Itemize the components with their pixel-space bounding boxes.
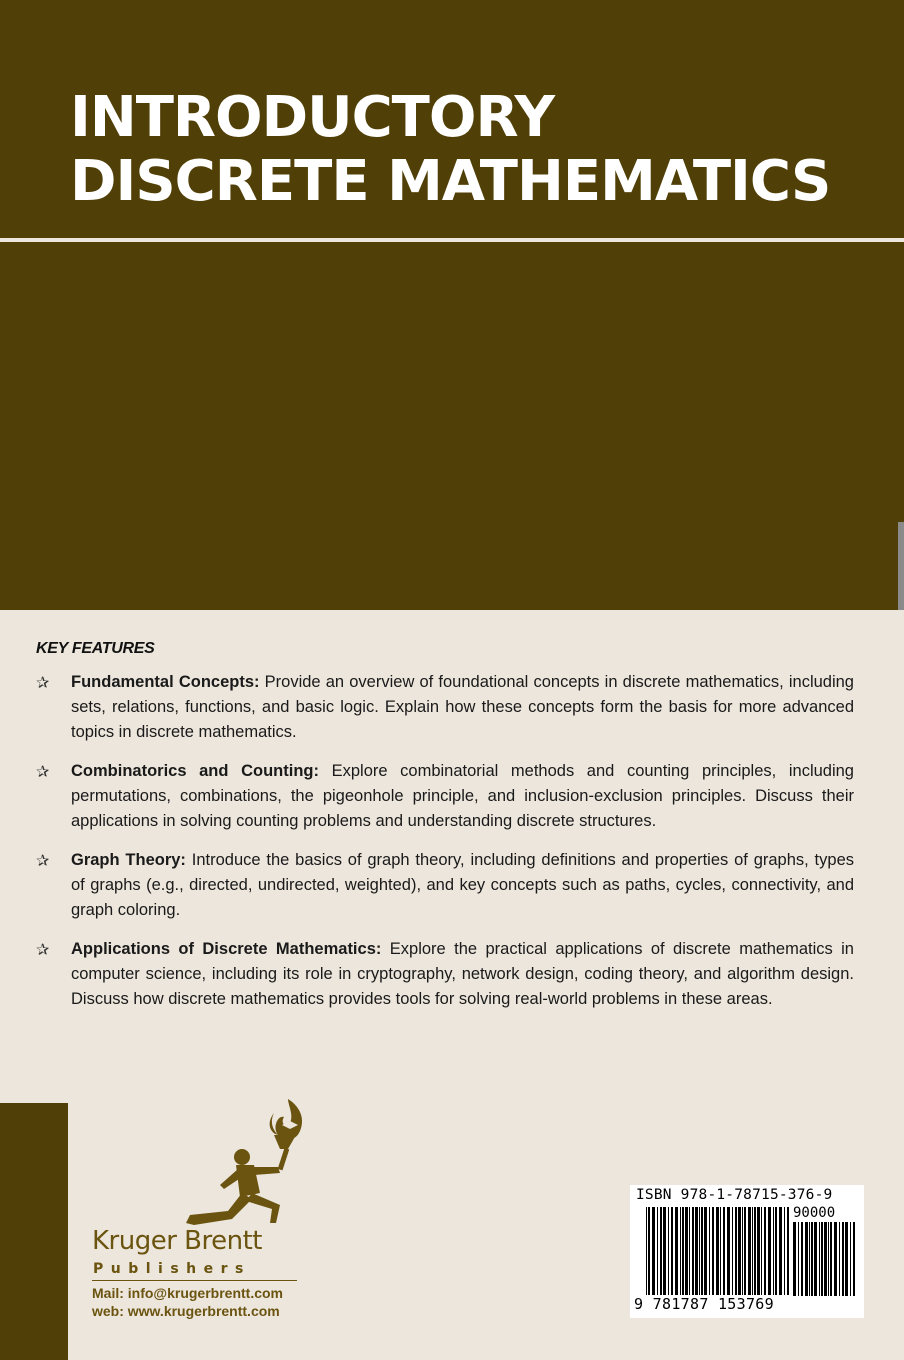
bottom-left-bar [0, 1103, 68, 1360]
star-bullet-icon: ✰ [36, 673, 50, 692]
key-features-section [36, 640, 854, 1026]
feature-label: Applications of Discrete Mathematics: [71, 940, 382, 958]
title-divider [0, 238, 904, 242]
feature-text: Provide an overview of foundational concepts in discrete mathematics, including sets, relations, functions, and basic logic. Explain how these concepts form the basis for more advanced topics in discrete mathematics. [71, 673, 854, 741]
feature-item [36, 670, 854, 745]
feature-item [36, 937, 854, 1012]
isbn-barcode [630, 1185, 864, 1318]
publisher-divider [92, 1280, 297, 1281]
feature-label: Combinatorics and Counting: [71, 762, 319, 780]
title-line-2: DISCRETE MATHEMATICS [70, 149, 831, 214]
running-torch-bearer-icon [170, 1093, 320, 1233]
cover-top-band [0, 0, 904, 610]
feature-text: Explore combinatorial methods and counting principles, including permutations, combinations, the pigeonhole principle, and inclusion-exclusion principles. Discuss their applications in solving counting problems and understanding discrete structures. [71, 762, 854, 830]
barcode-addon-bars [793, 1222, 857, 1296]
publisher-subtitle: Publishers [93, 1261, 251, 1277]
edge-mark [898, 522, 904, 610]
isbn-number: ISBN 978-1-78715-376-9 [636, 1187, 833, 1203]
publisher-web[interactable]: web: www.krugerbrentt.com [92, 1303, 280, 1319]
key-features-heading: KEY FEATURES [36, 640, 155, 657]
feature-text: Explore the practical applications of discrete mathematics in computer science, including its role in cryptography, network design, coding theory, and algorithm design. Discuss how discrete mathematics provides tools for solving real-world problems in these areas. [71, 940, 854, 1008]
feature-label: Graph Theory: [71, 851, 186, 869]
star-bullet-icon: ✰ [36, 851, 50, 870]
star-bullet-icon: ✰ [36, 762, 50, 781]
feature-label: Fundamental Concepts: [71, 673, 260, 691]
publisher-name: Kruger Brentt [92, 1226, 262, 1256]
publisher-mail[interactable]: Mail: info@krugerbrentt.com [92, 1285, 283, 1301]
feature-item [36, 848, 854, 923]
barcode-price-code: 90000 [793, 1205, 836, 1221]
barcode-bars [646, 1207, 790, 1295]
book-title [70, 86, 830, 214]
feature-text: Introduce the basics of graph theory, including definitions and properties of graphs, types of graphs (e.g., directed, undirected, weighted), and key concepts such as paths, cycles, connectivity, and graph coloring. [71, 851, 854, 919]
barcode-digits: 9 781787 153769 [634, 1295, 774, 1313]
feature-item [36, 759, 854, 834]
star-bullet-icon: ✰ [36, 940, 50, 959]
title-line-1: INTRODUCTORY [70, 85, 555, 150]
publisher-contact [92, 1284, 283, 1320]
